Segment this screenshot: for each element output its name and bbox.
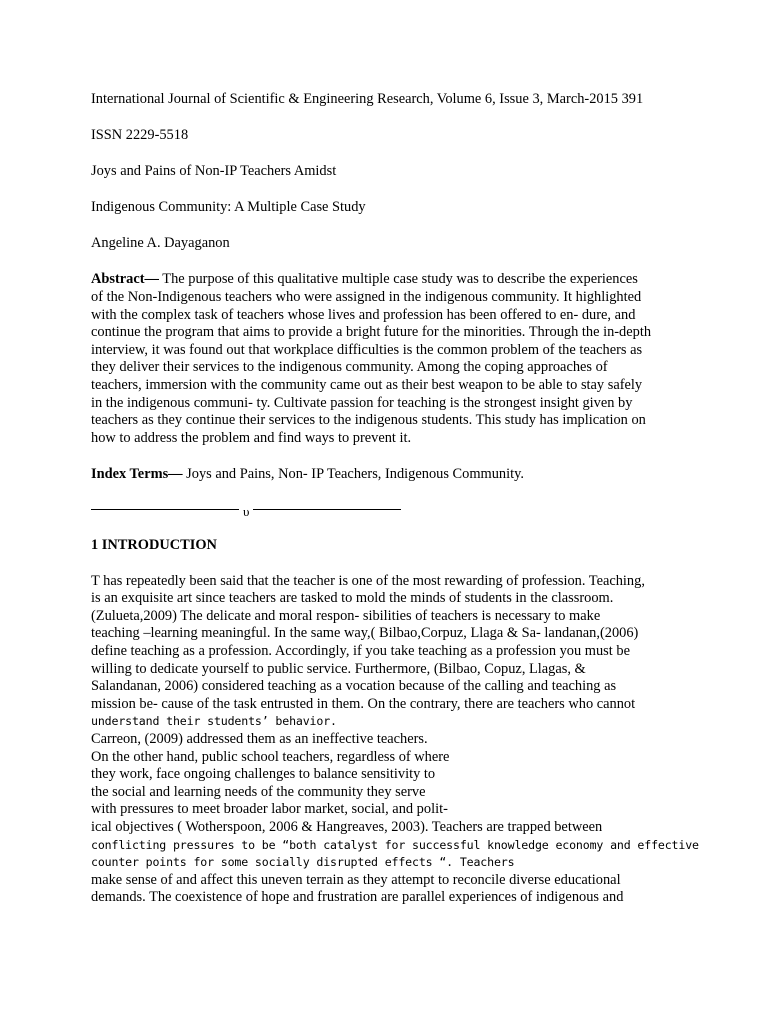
section-separator bbox=[91, 501, 409, 519]
intro-line-9: On the other hand, public school teachers, regardless of where bbox=[91, 748, 450, 765]
abstract-line-9: how to address the problem and find ways to prevent it. bbox=[91, 429, 412, 446]
index-terms-text: Joys and Pains, Non- IP Teachers, Indigenous Community. bbox=[182, 465, 524, 482]
abstract-line-4: interview, it was found out that workplace difficulties is the common problem of the teachers as bbox=[91, 341, 643, 358]
intro-line-0: T has repeatedly been said that the teacher is one of the most rewarding of profession. Teaching, bbox=[91, 572, 645, 589]
abstract-line-1: of the Non-Indigenous teachers who were assigned in the indigenous community. It highlighted bbox=[91, 289, 642, 306]
index-terms bbox=[91, 466, 731, 484]
document-page bbox=[91, 91, 731, 907]
intro-line-14: make sense of and affect this uneven terrain as they attempt to reconcile diverse educational bbox=[91, 871, 621, 888]
abstract-text-0: The purpose of this qualitative multiple case study was to describe the experiences bbox=[158, 271, 638, 288]
intro-line-7: mission be- cause of the task entrusted in them. On the contrary, there are teachers who cannot bbox=[91, 695, 636, 712]
intro-mono-line-3: counter points for some socially disrupted effects “. Teachers bbox=[91, 855, 515, 870]
intro-line-15: demands. The coexistence of hope and frustration are parallel experiences of indigenous and bbox=[91, 889, 624, 906]
abstract-line-7: in the indigenous communi- ty. Cultivate passion for teaching is the strongest insight given by bbox=[91, 394, 633, 411]
intro-line-4: define teaching as a profession. Accordingly, if you take teaching as a profession you must be bbox=[91, 643, 630, 660]
abstract-line-8: teachers as they continue their services to the indigenous students. This study has implication on bbox=[91, 412, 646, 429]
intro-line-8: Carreon, (2009) addressed them as an ineffective teachers. bbox=[91, 731, 428, 748]
abstract-line-5: they deliver their services to the indigenous community. Among the coping approaches of bbox=[91, 359, 608, 376]
introduction-heading: 1 INTRODUCTION bbox=[91, 536, 217, 553]
intro-line-12: with pressures to meet broader labor market, social, and polit- bbox=[91, 801, 448, 818]
abstract-label: Abstract— bbox=[91, 271, 159, 288]
abstract-line-2: with the complex task of teachers whose lives and profession has been offered to en- dure, and bbox=[91, 306, 636, 323]
separator-rule-right bbox=[253, 509, 401, 510]
intro-line-5: willing to dedicate yourself to public service. Furthermore, (Bilbao, Copuz, Llagas, & bbox=[91, 660, 586, 677]
intro-line-6: Salandanan, 2006) considered teaching as a vocation because of the calling and teaching as bbox=[91, 678, 617, 695]
paper-title-line-1: Joys and Pains of Non-IP Teachers Amidst bbox=[91, 163, 337, 180]
abstract-line-0 bbox=[91, 271, 731, 289]
intro-line-11: the social and learning needs of the community they serve bbox=[91, 783, 426, 800]
separator-rule-left bbox=[91, 509, 239, 510]
intro-line-1: is an exquisite art since teachers are tasked to mold the minds of students in the classroom. bbox=[91, 590, 614, 607]
intro-line-3: teaching –learning meaningful. In the same way,( Bilbao,Corpuz, Llaga & Sa- landanan,(2006) bbox=[91, 625, 639, 642]
intro-line-10: they work, face ongoing challenges to balance sensitivity to bbox=[91, 766, 436, 783]
issn-line: ISSN 2229-5518 bbox=[91, 127, 189, 144]
separator-mark: υ bbox=[243, 503, 250, 519]
intro-line-2: (Zulueta,2009) The delicate and moral respon- sibilities of teachers is necessary to make bbox=[91, 607, 601, 624]
intro-mono-line-2: conflicting pressures to be “both catalyst for successful knowledge economy and effective bbox=[91, 837, 699, 852]
paper-title-line-2: Indigenous Community: A Multiple Case Study bbox=[91, 199, 366, 216]
journal-header: International Journal of Scientific & Engineering Research, Volume 6, Issue 3, March-2015 391 bbox=[91, 91, 644, 107]
abstract-line-3: continue the program that aims to provide a bright future for the minorities. Through the in-depth bbox=[91, 324, 652, 341]
introduction-body bbox=[91, 573, 731, 907]
intro-line-13: ical objectives ( Wotherspoon, 2006 & Hangreaves, 2003). Teachers are trapped between bbox=[91, 819, 603, 835]
abstract-line-6: teachers, immersion with the community came out as their best weapon to be able to stay safely bbox=[91, 377, 643, 394]
index-terms-label: Index Terms— bbox=[91, 465, 183, 482]
intro-mono-line-1: understand their students’ behavior. bbox=[91, 714, 337, 729]
abstract-section bbox=[91, 271, 731, 447]
author-name: Angeline A. Dayaganon bbox=[91, 235, 230, 252]
